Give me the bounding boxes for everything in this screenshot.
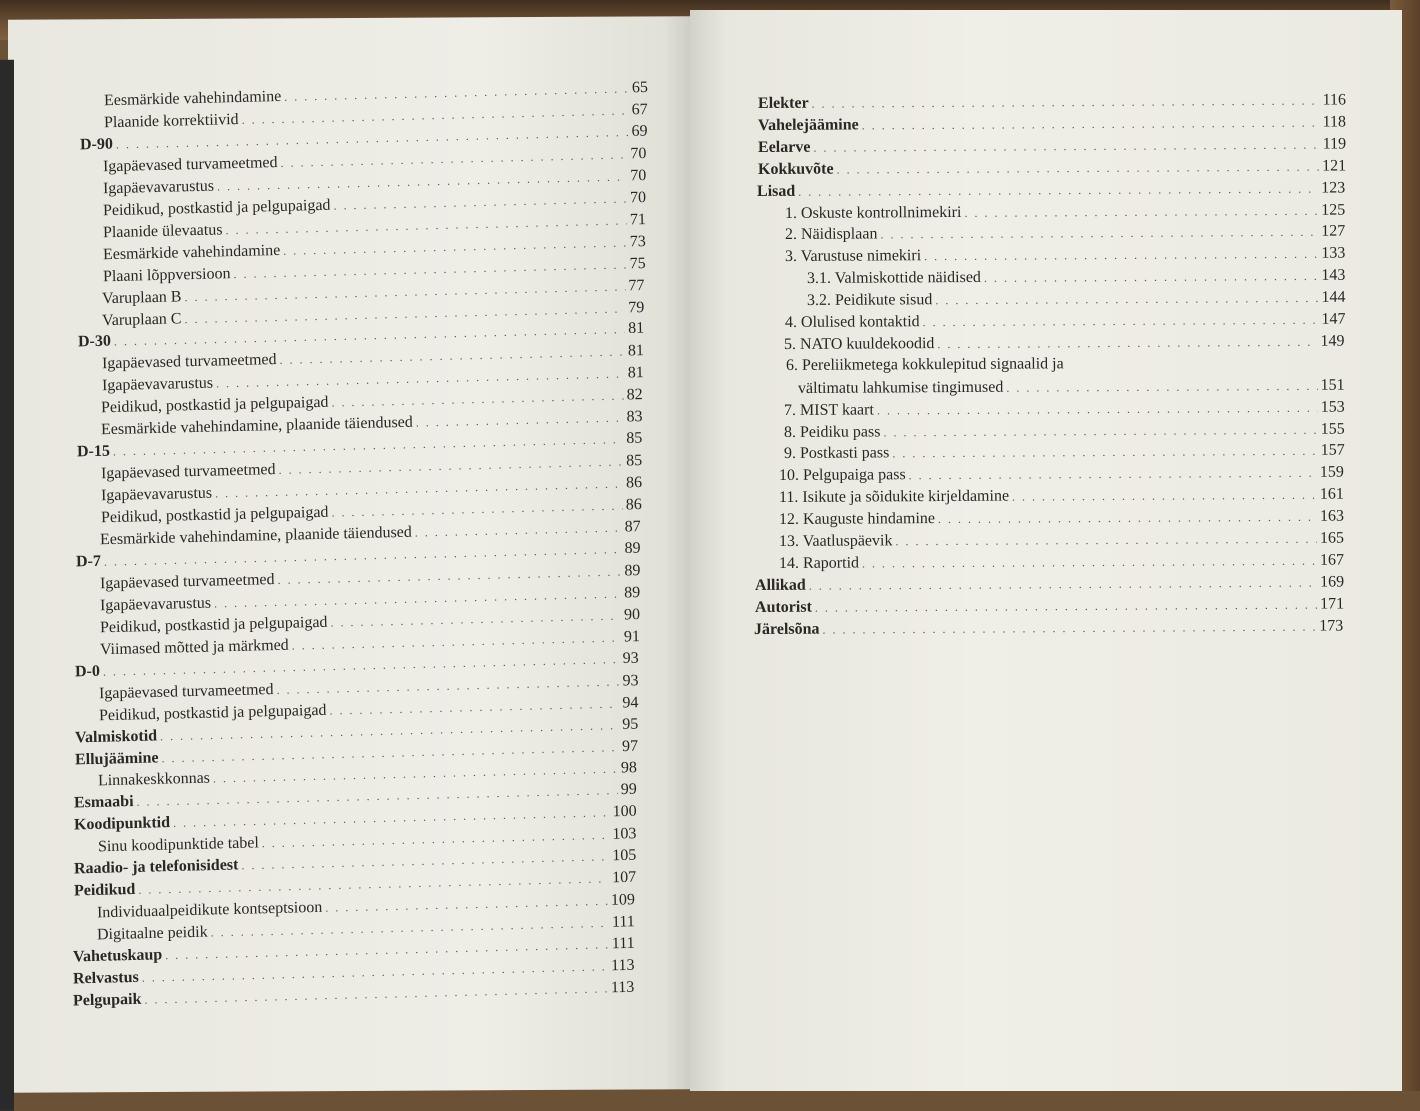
toc-entry-page: 89 [624, 539, 641, 557]
toc-leader-dots [1006, 376, 1317, 398]
toc-entry [755, 572, 1344, 596]
toc-entry [779, 507, 1344, 530]
toc-entry-label: 12. Kauguste hindamine [779, 510, 936, 529]
toc-entry-label: Sinu koodipunktide tabel [97, 834, 259, 856]
toc-entry-label: Peidikud, postkastid ja pelgupaigad [98, 701, 327, 724]
toc-entry-page: 109 [611, 891, 636, 909]
toc-leader-dots [892, 441, 1318, 464]
toc-entry-page: 171 [1319, 595, 1344, 613]
toc-entry-page: 69 [631, 122, 648, 140]
toc-leader-dots [984, 266, 1319, 288]
toc-leader-dots [880, 222, 1318, 245]
toc-entry-page: 77 [628, 276, 645, 294]
toc-entry-label: Elekter [757, 94, 809, 112]
toc-entry-label: Relvastus [72, 968, 139, 988]
toc-entry-label: 2. Näidisplaan [785, 225, 878, 244]
toc-entry-page: 169 [1319, 573, 1344, 591]
toc-entry-page: 167 [1319, 551, 1344, 569]
toc-leader-dots [877, 397, 1318, 420]
toc-leader-dots [823, 616, 1317, 639]
toc-entry-label: Peidikud, postkastid ja pelgupaigad [99, 613, 328, 637]
toc-entry-label: Valmiskotid [74, 726, 158, 746]
toc-entry-label: Järelsõna [754, 620, 820, 638]
toc-entry-label: Igapäevased turvameetmed [99, 570, 275, 593]
toc-entry [758, 90, 1346, 114]
toc-entry-label: Pelgupaik [72, 990, 142, 1010]
toc-entry-label: Plaanide korrektiivid [103, 110, 239, 132]
toc-entry-page: 81 [627, 364, 644, 382]
toc-entry [784, 310, 1345, 333]
toc-entry-label: 14. Raportid [778, 554, 859, 572]
toc-entry-label: Plaanide ülevaatus [102, 221, 223, 241]
toc-entry-page: 99 [620, 781, 638, 799]
toc-entry-page: 163 [1320, 507, 1345, 525]
toc-leader-dots [799, 178, 1319, 201]
toc-entry-label: Igapäevavarustus [103, 177, 215, 198]
toc-entry [785, 222, 1345, 245]
toc-entry-page: 123 [1321, 179, 1346, 197]
toc-entry-label: Igapäevased turvameetmed [100, 461, 276, 483]
toc-entry-page: 143 [1321, 266, 1346, 285]
toc-entry-label: Igapäevavarustus [100, 484, 212, 505]
toc-entry-label: Autorist [754, 598, 812, 616]
toc-entry-page: 107 [611, 868, 636, 887]
toc-entry-label: Igapäevased turvameetmed [101, 351, 277, 373]
toc-entry-label: D-90 [79, 135, 113, 154]
toc-entry-label: Igapäevased turvameetmed [103, 153, 279, 176]
toc-entry [754, 616, 1343, 640]
toc-leader-dots [883, 419, 1317, 442]
toc-entry-page: 89 [623, 583, 641, 602]
toc-entry-label: D-30 [77, 333, 112, 351]
toc-entry [785, 200, 1345, 223]
toc-entry-label: Igapäevavarustus [99, 594, 212, 615]
toc-entry-page: 75 [628, 254, 646, 273]
toc-entry-label: 3.2. Peidikute sisud [806, 291, 933, 310]
toc-entry-page: 161 [1320, 485, 1345, 503]
toc-entry-label: Lisad [757, 182, 796, 200]
toc-entry-label: 3. Varustuse nimekiri [784, 247, 922, 266]
toc-entry-page: 125 [1321, 201, 1346, 219]
toc-leader-dots [935, 288, 1318, 310]
toc-entry-label: 3.1. Valmiskottide näidised [806, 269, 981, 288]
toc-entry-label: 4. Olulised kontaktid [784, 313, 920, 331]
toc-entry-label: Kokkuvõte [757, 160, 834, 178]
toc-entry-label: 8. Peidiku pass [783, 422, 881, 441]
toc-entry-label: Igapäevased turvameetmed [98, 680, 274, 702]
toc-entry-wrapped-label: 6. Pereliikmetega kokkulepitud signaalid ja [785, 355, 1064, 374]
toc-entry-label: Igapäevavarustus [101, 374, 213, 395]
toc-entry-label: Linnakeskkonnas [98, 770, 211, 790]
toc-entry-label: 9. Postkasti pass [783, 444, 889, 463]
toc-entry-page: 70 [630, 144, 648, 163]
toc-entry-label: Eesmärkide vahehindamine [103, 87, 282, 110]
toc-entry-label: Plaani lõppversioon [102, 264, 231, 285]
toc-entry-page: 111 [611, 934, 635, 953]
toc-entry-page: 70 [630, 166, 647, 185]
toc-entry-label: Eesmärkide vahehindamine, plaanide täiendused [100, 523, 413, 549]
toc-entry-label: Eesmärkide vahehindamine [102, 241, 281, 263]
toc-leader-dots [862, 112, 1320, 135]
toc-entry-label: D-0 [75, 662, 101, 681]
toc-leader-dots [924, 244, 1318, 266]
toc-entry-label: Varuplaan B [102, 287, 183, 307]
toc-entry-page: 111 [611, 913, 636, 931]
toc-entry-label: 10. Pelgupaiga pass [779, 466, 907, 485]
toc-entry-page: 173 [1319, 616, 1344, 635]
toc-entry [779, 485, 1344, 508]
toc-entry-page: 116 [1322, 91, 1347, 109]
toc-entry [784, 441, 1345, 464]
toc-entry-page: 85 [625, 452, 643, 470]
toc-entry [798, 375, 1345, 398]
toc-leader-dots [895, 529, 1317, 552]
toc-leader-dots [836, 156, 1319, 179]
toc-leader-dots [965, 200, 1319, 222]
toc-entry [779, 529, 1344, 552]
toc-leader-dots [814, 594, 1316, 617]
toc-entry-page: 97 [621, 737, 638, 755]
toc-entry-page: 118 [1322, 113, 1346, 131]
toc-entry-page: 157 [1320, 441, 1345, 460]
toc-entry-page: 155 [1320, 420, 1345, 438]
toc-leader-dots [812, 91, 1320, 114]
toc-entry-page: 151 [1320, 376, 1345, 394]
toc-entry-label: D-7 [76, 552, 102, 571]
toc-leader-dots [813, 134, 1319, 157]
toc-entry-label: Peidikud, postkastid ja pelgupaigad [101, 394, 330, 417]
toc-entry [757, 156, 1345, 180]
toc-entry-page: 90 [623, 605, 640, 624]
toc-entry-page: 67 [631, 100, 648, 119]
toc-entry-page: 103 [612, 825, 637, 844]
toc-entry-label: Eelarve [757, 138, 811, 156]
toc-entry [758, 134, 1346, 158]
toc-entry-page: 113 [610, 956, 635, 975]
toc-entry-page: 89 [624, 561, 641, 580]
toc-entry-page: 165 [1319, 529, 1345, 547]
toc-entry-page: 81 [627, 342, 644, 360]
toc-entry-page: 86 [625, 474, 642, 492]
toc-entry-page: 105 [611, 846, 637, 865]
toc-entry [807, 288, 1346, 311]
toc-entry-page: 147 [1320, 310, 1346, 328]
toc-entry-label: Viimased mõtted ja märkmed [99, 636, 289, 659]
toc-entry-page: 85 [626, 429, 643, 448]
toc-entry-page: 65 [631, 78, 649, 97]
toc-entry-label: Eesmärkide vahehindamine, plaanide täiendused [101, 413, 414, 439]
toc-entry-label: Peidikud, postkastid ja pelgupaigad [102, 196, 331, 220]
left-page [8, 16, 690, 1093]
toc-entry-page: 113 [610, 978, 635, 997]
toc-entry [784, 397, 1345, 420]
toc-entry-page: 86 [625, 496, 642, 514]
toc-entry-page: 93 [622, 671, 639, 690]
toc-entry-label: Raadio- ja telefonisidest [73, 856, 239, 878]
toc-entry-page: 100 [612, 803, 637, 821]
toc-entry-label: Vahetuskaup [72, 946, 163, 966]
toc-entry-page: 79 [628, 298, 645, 316]
toc-entry-label: Allikad [754, 576, 806, 594]
toc-entry-page: 81 [627, 320, 645, 338]
toc-entry-label: 13. Vaatluspäevik [778, 532, 893, 550]
toc-leader-dots [862, 551, 1317, 574]
toc-entry-label: Vahelejäämine [757, 116, 859, 134]
toc-entry-page: 121 [1321, 157, 1346, 175]
toc-entry-page: 159 [1320, 463, 1345, 481]
toc-entry-label: Esmaabi [74, 793, 134, 812]
toc-entry-page: 82 [626, 386, 644, 404]
toc-entry-label: Varuplaan C [102, 309, 182, 329]
toc-leader-dots [938, 332, 1318, 354]
toc-entry-page: 73 [629, 232, 646, 251]
toc-entry [784, 419, 1345, 442]
toc-entry [758, 112, 1346, 136]
toc-entry-label: D-15 [76, 442, 111, 461]
toc-entry-page: 119 [1322, 135, 1346, 153]
toc-entry-page: 94 [622, 693, 639, 712]
toc-entry-page: 71 [629, 210, 646, 229]
toc-entry-page: 83 [626, 408, 643, 426]
toc-entry-label: Digitaalne peidik [96, 923, 208, 944]
toc-entry-page: 127 [1321, 222, 1346, 241]
toc-entry [785, 244, 1345, 267]
toc-entry-page: 98 [621, 759, 638, 777]
toc-entry-page: 91 [623, 627, 640, 646]
toc-entry-label: 11. Isikute ja sõidukite kirjeldamine [779, 487, 1010, 507]
toc-entry [779, 550, 1344, 573]
toc-leader-dots [922, 310, 1318, 332]
toc-entry-label: 5. NATO kuuldekoodid [784, 334, 935, 353]
toc-entry-label: Individuaalpeidikute kontseptsioon [97, 898, 323, 922]
toc-entry-page: 70 [630, 188, 647, 207]
book-cover-edge [0, 60, 14, 1111]
toc-leader-dots [808, 572, 1317, 595]
toc-entry [784, 331, 1345, 354]
toc-entry-page: 149 [1320, 332, 1345, 350]
toc-entry-page: 144 [1321, 288, 1346, 306]
toc-entry [807, 266, 1346, 289]
right-page [690, 10, 1402, 1091]
toc-leader-dots [938, 507, 1317, 529]
toc-leader-dots [1012, 485, 1317, 507]
toc-entry-page: 153 [1320, 398, 1345, 416]
toc-leader-dots [909, 463, 1317, 485]
toc-entry [754, 594, 1343, 618]
toc-entry-label: Koodipunktid [73, 814, 171, 834]
toc-entry [779, 463, 1344, 486]
toc-entry [757, 178, 1345, 202]
toc-entry-label: 7. MIST kaart [783, 401, 874, 419]
toc-entry-label: vältimatu lahkumise tingimused [797, 378, 1004, 397]
toc-entry-page: 95 [621, 715, 639, 733]
toc-entry-label: Peidikud, postkastid ja pelgupaigad [100, 503, 329, 527]
toc-entry-page: 93 [622, 649, 640, 667]
toc-entry-page: 133 [1321, 244, 1346, 263]
toc-entry-label: Peidikud [73, 881, 136, 900]
toc-entry-page: 87 [624, 518, 642, 536]
toc-entry-label: 1. Oskuste kontrollnimekiri [785, 203, 962, 222]
toc-entry-label: Ellujäämine [74, 748, 159, 768]
